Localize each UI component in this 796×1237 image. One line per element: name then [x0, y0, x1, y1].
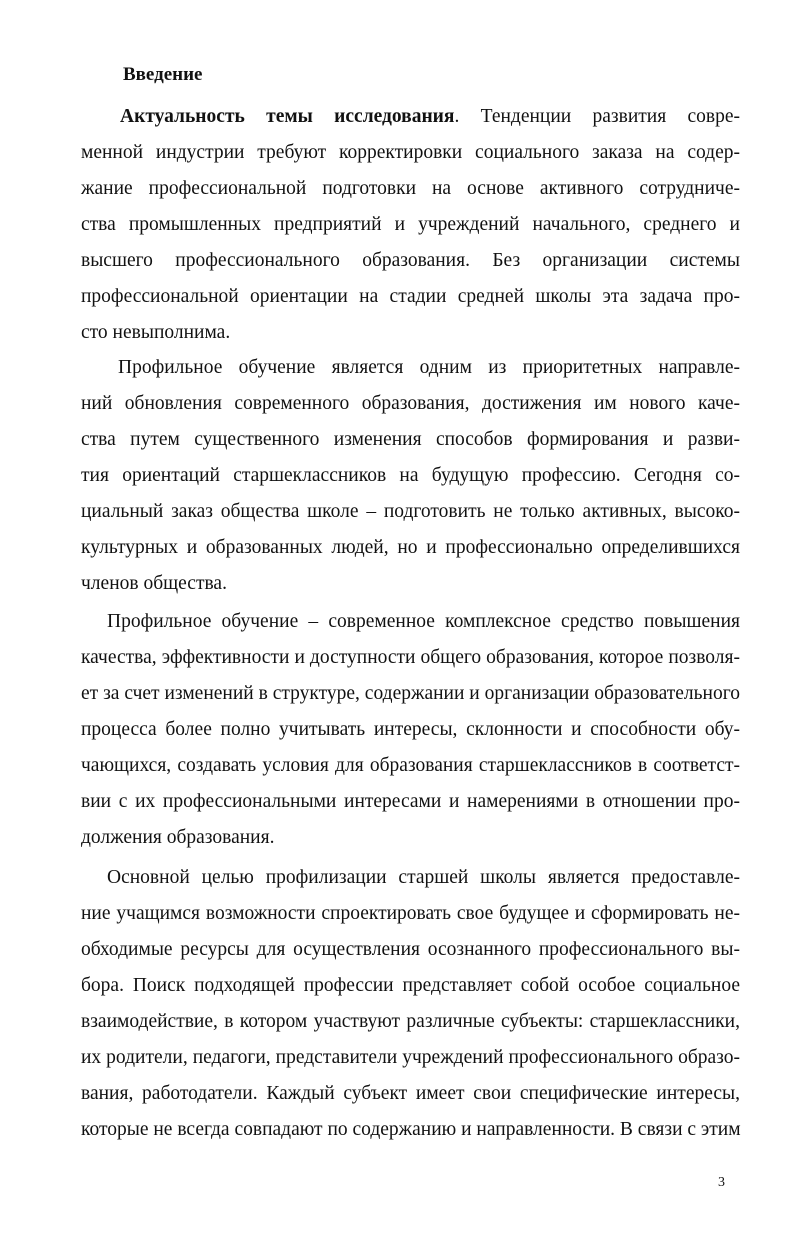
line-text: Профильное обучение является одним из приоритетных направле-	[118, 357, 740, 378]
text-line	[81, 820, 740, 856]
line-text: их родители, педагоги, представители учреждений профессионального образо-	[81, 1047, 740, 1068]
text-line	[81, 458, 740, 494]
line-text: вии с их профессиональными интересами и намерениями в отношении про-	[81, 791, 740, 812]
paragraph-profile-learning	[81, 350, 740, 602]
line-text: менной индустрии требуют корректировки социального заказа на содер-	[81, 142, 740, 163]
text-line	[81, 243, 740, 279]
text-line	[81, 604, 740, 640]
line-text: ние учащимся возможности спроектировать свое будущее и сформировать не-	[81, 903, 740, 924]
line-text: ства путем существенного изменения способов формирования и разви-	[81, 429, 740, 450]
text-line	[81, 676, 740, 712]
text-line	[81, 566, 740, 602]
text-line	[81, 784, 740, 820]
line-text: культурных и образованных людей, но и профессионально определившихся	[81, 537, 740, 558]
line-text: процесса более полно учитывать интересы, склонности и способности обу-	[81, 719, 740, 740]
text-line	[81, 712, 740, 748]
text-line	[81, 494, 740, 530]
line-text: должения образования.	[81, 827, 275, 848]
line-text: циальный заказ общества школе – подготовить не только активных, высоко-	[81, 501, 740, 522]
line-text: ет за счет изменений в структуре, содержании и организации образовательного	[81, 683, 740, 704]
line-text: высшего профессионального образования. Без организации системы	[81, 250, 740, 271]
line-text: вания, работодатели. Каждый субъект имеет свои специфические интересы,	[81, 1083, 740, 1104]
line-text: тия ориентаций старшеклассников на будущую профессию. Сегодня со-	[81, 465, 740, 486]
line-text: профессиональной ориентации на стадии средней школы эта задача про-	[81, 286, 740, 307]
line-text: . Тенденции развития совре-	[454, 106, 740, 127]
text-line	[81, 171, 740, 207]
line-text: качества, эффективности и доступности общего образования, которое позволя-	[81, 647, 740, 668]
text-line	[81, 896, 740, 932]
text-line	[81, 860, 740, 896]
text-line	[81, 207, 740, 243]
text-line	[81, 315, 740, 351]
text-line	[81, 932, 740, 968]
line-text: которые не всегда совпадают по содержанию и направленности. В связи с этим	[81, 1119, 741, 1140]
text-line	[81, 99, 740, 135]
line-text: сто невыполнима.	[81, 322, 231, 343]
line-text: бора. Поиск подходящей профессии представляет собой особое социальное	[81, 975, 740, 996]
line-text: членов общества.	[81, 573, 227, 594]
text-line	[81, 1004, 740, 1040]
text-line	[81, 1076, 740, 1112]
line-text: ний обновления современного образования, достижения им нового каче-	[81, 393, 740, 414]
text-line	[81, 1112, 740, 1148]
text-line	[81, 748, 740, 784]
bold-lead-in: Актуальность темы исследования	[120, 106, 455, 127]
paragraph-profiling-goal	[81, 860, 740, 1148]
text-line	[81, 350, 740, 386]
paragraph-relevance	[81, 99, 740, 351]
line-text: чающихся, создавать условия для образования старшеклассников в соответст-	[81, 755, 740, 776]
line-text: ства промышленных предприятий и учреждений начального, среднего и	[81, 214, 740, 235]
text-line	[81, 422, 740, 458]
text-line	[81, 135, 740, 171]
text-line	[81, 968, 740, 1004]
line-text: Основной целью профилизации старшей школы является предоставле-	[107, 867, 740, 888]
text-line	[81, 279, 740, 315]
text-line	[81, 530, 740, 566]
line-text: Профильное обучение – современное комплексное средство повышения	[107, 611, 740, 632]
line-text: жание профессиональной подготовки на основе активного сотрудниче-	[81, 178, 740, 199]
line-text: обходимые ресурсы для осуществления осознанного профессионального вы-	[81, 939, 740, 960]
line-text: взаимодействие, в котором участвуют различные субъекты: старшеклассники,	[81, 1011, 740, 1032]
page-number: 3	[718, 1175, 725, 1190]
paragraph-profile-learning-definition	[81, 604, 740, 856]
text-line	[81, 1040, 740, 1076]
text-line	[81, 386, 740, 422]
section-heading: Введение	[123, 64, 203, 85]
text-line	[81, 640, 740, 676]
